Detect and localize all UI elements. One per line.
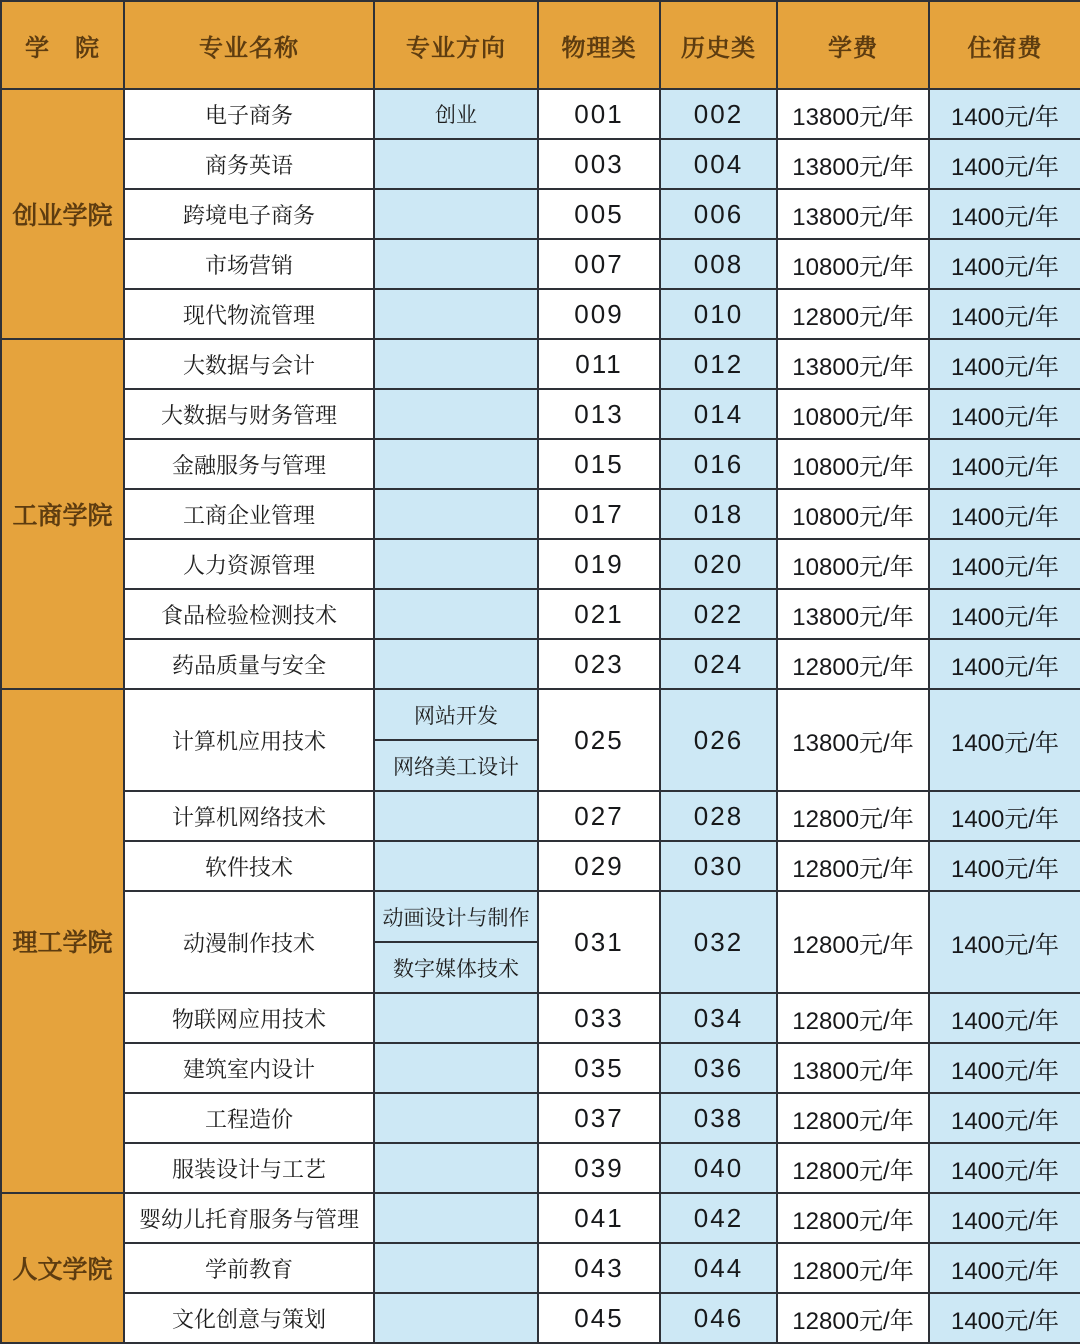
header-cell-major: 专业名称 [124, 1, 374, 89]
accommodation-cell: 1400元/年 [929, 589, 1080, 639]
header-cell-college: 学 院 [1, 1, 124, 89]
tuition-cell: 12800元/年 [777, 1243, 929, 1293]
major-cell: 大数据与财务管理 [124, 389, 374, 439]
physics-code-cell: 043 [538, 1243, 660, 1293]
direction-cell [374, 791, 538, 841]
table-row [1, 1243, 1080, 1293]
physics-code-cell: 001 [538, 89, 660, 139]
history-code-cell: 046 [660, 1293, 777, 1343]
college-cell: 人文学院 [1, 1193, 124, 1343]
direction-cell [374, 289, 538, 339]
table-body [1, 89, 1080, 1343]
physics-code-cell: 041 [538, 1193, 660, 1243]
table-row [1, 1043, 1080, 1093]
direction-cell [374, 139, 538, 189]
accommodation-cell: 1400元/年 [929, 89, 1080, 139]
history-code-cell: 024 [660, 639, 777, 689]
accommodation-cell: 1400元/年 [929, 1143, 1080, 1193]
physics-code-cell: 025 [538, 689, 660, 791]
accommodation-cell: 1400元/年 [929, 791, 1080, 841]
tuition-cell: 12800元/年 [777, 639, 929, 689]
tuition-cell: 10800元/年 [777, 439, 929, 489]
physics-code-cell: 033 [538, 993, 660, 1043]
history-code-cell: 030 [660, 841, 777, 891]
major-cell: 物联网应用技术 [124, 993, 374, 1043]
tuition-cell: 13800元/年 [777, 189, 929, 239]
accommodation-cell: 1400元/年 [929, 1093, 1080, 1143]
physics-code-cell: 013 [538, 389, 660, 439]
table-row [1, 289, 1080, 339]
history-code-cell: 042 [660, 1193, 777, 1243]
history-code-cell: 028 [660, 791, 777, 841]
history-code-cell: 044 [660, 1243, 777, 1293]
major-cell: 计算机应用技术 [124, 689, 374, 791]
table-row [1, 791, 1080, 841]
tuition-cell: 13800元/年 [777, 339, 929, 389]
tuition-cell: 13800元/年 [777, 689, 929, 791]
direction-split [375, 690, 537, 790]
major-cell: 大数据与会计 [124, 339, 374, 389]
history-code-cell: 010 [660, 289, 777, 339]
accommodation-cell: 1400元/年 [929, 539, 1080, 589]
direction-cell [374, 639, 538, 689]
table-row [1, 689, 1080, 791]
accommodation-cell: 1400元/年 [929, 689, 1080, 791]
physics-code-cell: 009 [538, 289, 660, 339]
history-code-cell: 026 [660, 689, 777, 791]
table-row [1, 993, 1080, 1043]
direction-cell [374, 891, 538, 993]
header-cell-tuition: 学费 [777, 1, 929, 89]
table-row [1, 589, 1080, 639]
tuition-cell: 13800元/年 [777, 139, 929, 189]
direction-cell [374, 189, 538, 239]
tuition-cell: 12800元/年 [777, 1093, 929, 1143]
accommodation-cell: 1400元/年 [929, 339, 1080, 389]
table-row [1, 189, 1080, 239]
direction-cell [374, 589, 538, 639]
table-row [1, 539, 1080, 589]
tuition-cell: 12800元/年 [777, 993, 929, 1043]
tuition-cell: 12800元/年 [777, 791, 929, 841]
direction-cell [374, 1093, 538, 1143]
tuition-cell: 10800元/年 [777, 239, 929, 289]
physics-code-cell: 005 [538, 189, 660, 239]
direction-cell: 创业 [374, 89, 538, 139]
college-cell: 创业学院 [1, 89, 124, 339]
direction-cell [374, 339, 538, 389]
accommodation-cell: 1400元/年 [929, 841, 1080, 891]
major-cell: 动漫制作技术 [124, 891, 374, 993]
table-row [1, 339, 1080, 389]
accommodation-cell: 1400元/年 [929, 439, 1080, 489]
direction-cell [374, 1243, 538, 1293]
physics-code-cell: 027 [538, 791, 660, 841]
table-row [1, 891, 1080, 993]
major-cell: 学前教育 [124, 1243, 374, 1293]
table-row [1, 1293, 1080, 1343]
direction-cell [374, 439, 538, 489]
major-cell: 工商企业管理 [124, 489, 374, 539]
physics-code-cell: 035 [538, 1043, 660, 1093]
physics-code-cell: 045 [538, 1293, 660, 1343]
table-row [1, 841, 1080, 891]
history-code-cell: 002 [660, 89, 777, 139]
header-cell-history: 历史类 [660, 1, 777, 89]
header-cell-direction: 专业方向 [374, 1, 538, 89]
major-cell: 婴幼儿托育服务与管理 [124, 1193, 374, 1243]
direction-cell [374, 1043, 538, 1093]
physics-code-cell: 017 [538, 489, 660, 539]
physics-code-cell: 031 [538, 891, 660, 993]
direction-cell [374, 993, 538, 1043]
history-code-cell: 034 [660, 993, 777, 1043]
tuition-cell: 10800元/年 [777, 389, 929, 439]
table-row [1, 1093, 1080, 1143]
history-code-cell: 006 [660, 189, 777, 239]
major-cell: 食品检验检测技术 [124, 589, 374, 639]
accommodation-cell: 1400元/年 [929, 1043, 1080, 1093]
tuition-cell: 13800元/年 [777, 89, 929, 139]
table-row [1, 489, 1080, 539]
accommodation-cell: 1400元/年 [929, 289, 1080, 339]
tuition-cell: 10800元/年 [777, 489, 929, 539]
table-row [1, 439, 1080, 489]
physics-code-cell: 019 [538, 539, 660, 589]
table-row [1, 389, 1080, 439]
direction-cell [374, 689, 538, 791]
direction-sub-cell: 网站开发 [375, 690, 537, 741]
header-row [1, 1, 1080, 89]
physics-code-cell: 021 [538, 589, 660, 639]
major-cell: 服装设计与工艺 [124, 1143, 374, 1193]
tuition-cell: 12800元/年 [777, 1143, 929, 1193]
direction-split [375, 892, 537, 992]
history-code-cell: 032 [660, 891, 777, 993]
direction-sub-cell: 网络美工设计 [393, 755, 519, 779]
physics-code-cell: 007 [538, 239, 660, 289]
header-cell-physics: 物理类 [538, 1, 660, 89]
accommodation-cell: 1400元/年 [929, 1243, 1080, 1293]
major-cell: 软件技术 [124, 841, 374, 891]
college-cell: 工商学院 [1, 339, 124, 689]
table-row [1, 239, 1080, 289]
history-code-cell: 022 [660, 589, 777, 639]
major-cell: 人力资源管理 [124, 539, 374, 589]
table-row [1, 639, 1080, 689]
accommodation-cell: 1400元/年 [929, 389, 1080, 439]
physics-code-cell: 015 [538, 439, 660, 489]
direction-cell [374, 1293, 538, 1343]
physics-code-cell: 039 [538, 1143, 660, 1193]
accommodation-cell: 1400元/年 [929, 1293, 1080, 1343]
history-code-cell: 040 [660, 1143, 777, 1193]
physics-code-cell: 029 [538, 841, 660, 891]
major-cell: 市场营销 [124, 239, 374, 289]
accommodation-cell: 1400元/年 [929, 1193, 1080, 1243]
history-code-cell: 012 [660, 339, 777, 389]
history-code-cell: 014 [660, 389, 777, 439]
major-cell: 商务英语 [124, 139, 374, 189]
major-cell: 金融服务与管理 [124, 439, 374, 489]
tuition-cell: 12800元/年 [777, 1193, 929, 1243]
history-code-cell: 004 [660, 139, 777, 189]
table-row [1, 1143, 1080, 1193]
major-cell: 跨境电子商务 [124, 189, 374, 239]
major-cell: 工程造价 [124, 1093, 374, 1143]
header-cell-accommodation: 住宿费 [929, 1, 1080, 89]
tuition-cell: 13800元/年 [777, 589, 929, 639]
tuition-cell: 10800元/年 [777, 539, 929, 589]
direction-cell [374, 1193, 538, 1243]
accommodation-cell: 1400元/年 [929, 891, 1080, 993]
history-code-cell: 020 [660, 539, 777, 589]
major-cell: 建筑室内设计 [124, 1043, 374, 1093]
accommodation-cell: 1400元/年 [929, 489, 1080, 539]
accommodation-cell: 1400元/年 [929, 639, 1080, 689]
direction-sub-cell: 动画设计与制作 [375, 892, 537, 943]
tuition-cell: 12800元/年 [777, 891, 929, 993]
direction-sub-cell: 数字媒体技术 [393, 957, 519, 981]
direction-cell [374, 841, 538, 891]
history-code-cell: 018 [660, 489, 777, 539]
major-cell: 电子商务 [124, 89, 374, 139]
major-cell: 药品质量与安全 [124, 639, 374, 689]
direction-cell [374, 1143, 538, 1193]
table-row [1, 89, 1080, 139]
direction-cell [374, 239, 538, 289]
college-cell: 理工学院 [1, 689, 124, 1193]
tuition-cell: 13800元/年 [777, 1043, 929, 1093]
tuition-cell: 12800元/年 [777, 1293, 929, 1343]
tuition-cell: 12800元/年 [777, 841, 929, 891]
tuition-cell: 12800元/年 [777, 289, 929, 339]
direction-cell [374, 389, 538, 439]
table-row [1, 1193, 1080, 1243]
physics-code-cell: 037 [538, 1093, 660, 1143]
physics-code-cell: 023 [538, 639, 660, 689]
accommodation-cell: 1400元/年 [929, 189, 1080, 239]
major-cell: 现代物流管理 [124, 289, 374, 339]
accommodation-cell: 1400元/年 [929, 239, 1080, 289]
table-row [1, 139, 1080, 189]
direction-cell [374, 489, 538, 539]
accommodation-cell: 1400元/年 [929, 139, 1080, 189]
direction-cell [374, 539, 538, 589]
major-cell: 文化创意与策划 [124, 1293, 374, 1343]
history-code-cell: 008 [660, 239, 777, 289]
accommodation-cell: 1400元/年 [929, 993, 1080, 1043]
physics-code-cell: 011 [538, 339, 660, 389]
physics-code-cell: 003 [538, 139, 660, 189]
history-code-cell: 038 [660, 1093, 777, 1143]
history-code-cell: 016 [660, 439, 777, 489]
history-code-cell: 036 [660, 1043, 777, 1093]
major-cell: 计算机网络技术 [124, 791, 374, 841]
